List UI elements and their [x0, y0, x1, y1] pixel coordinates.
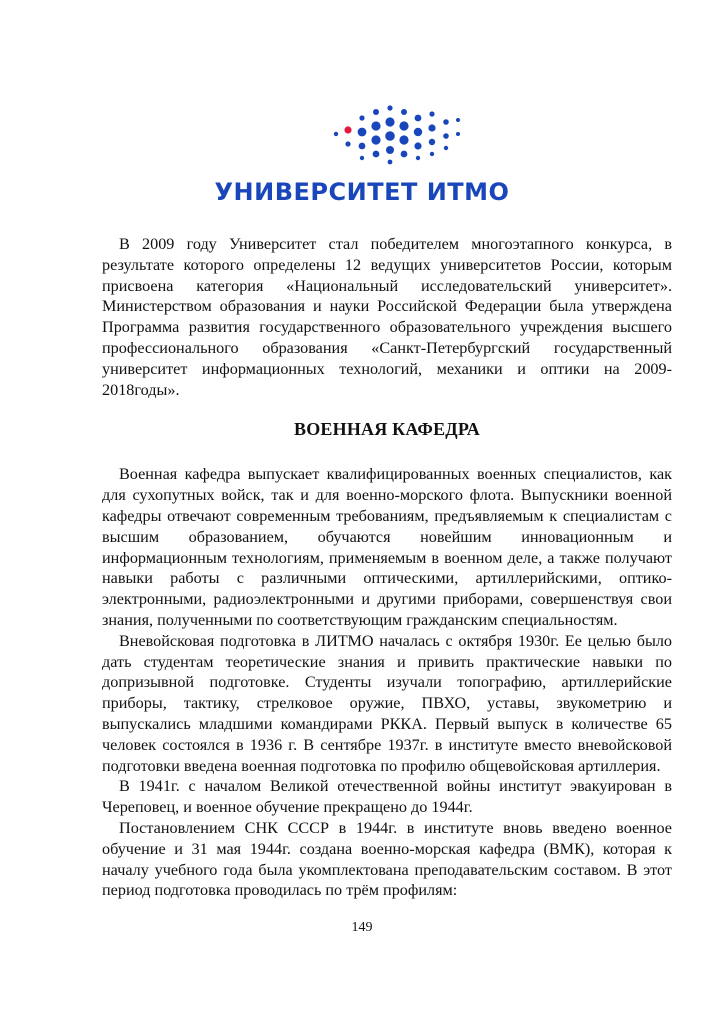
- paragraph: В 1941г. с началом Великой отечественной войны институт эвакуирован в Череповец, и военное обучение прекращено до 1944г.: [102, 777, 672, 817]
- logo-dot: [385, 117, 394, 126]
- logo-dot: [456, 118, 460, 122]
- logo-dot: [443, 119, 449, 125]
- logo-dot: [386, 146, 394, 154]
- logo-dot: [359, 143, 366, 150]
- logo-dot: [443, 133, 449, 139]
- logo-dot: [415, 115, 422, 122]
- page-number: 149: [351, 920, 373, 935]
- logo-dot: [334, 132, 338, 136]
- logo-dot: [371, 121, 380, 130]
- logo-dot: [414, 128, 422, 136]
- logo-dot: [385, 131, 395, 141]
- logo-dot: [373, 109, 379, 115]
- paragraph: Вневойсковая подготовка в ЛИТМО началась с октября 1930г. Ее целью было дать студентам теоретические знания и привить практические навыки по допризывной подготовке. Студенты изучали топографию, артиллерийские приборы, тактику, стрелковое оружие, ПВХО, уставы, звукометрию и выпускались младшими командирами РККА. Первый выпуск в количестве 65 человек состоялся в 1936 г. В сентябре 1937г. в институте вместо вневойсковой подготовки введена военная подготовка по профилю общевойсковая артиллерия.: [102, 631, 672, 775]
- section-title: ВОЕННАЯ КАФЕДРА: [294, 419, 480, 440]
- logo-dot: [360, 156, 364, 160]
- logo-dot: [371, 135, 380, 144]
- logo-dot: [373, 151, 380, 158]
- paragraph: Военная кафедра выпускает квалифицированных военных специалистов, как для сухопутных войск, так и для военно-морского флота. Выпускники военной кафедры отвечают современным требованиям, предъявляемым к специалистам с высшим образованием, обучаются новейшим инновационным и информационным технологиям, применяемым в военном деле, а также получают навыки работы с различными оптическими, артиллерийскими, оптико-электронными, радиоэлектронными и другими приборами, совершенствуя свои знания, полученными по соответствующим гражданским специальностям.: [102, 465, 672, 629]
- paragraph: Постановлением СНК СССР в 1944г. в институте вновь введено военное обучение и 31 мая 1944г. создана военно-морская кафедра (ВМК), которая к началу учебного года была укомплектована преподавательским составом. В этот период подготовка проводилась по трём профилям:: [102, 818, 672, 900]
- paragraph-intro: В 2009 году Университет стал победителем многоэтапного конкурса, в результате которого определены 12 ведущих университетов России, которым присвоена категория «Национальный исследовательский университет». Министерством образования и науки Российской Федерации была утверждена Программа развития государственного образовательного учреждения высшего профессионального образования «Санкт-Петербургский государственный университет информационных технологий, механики и оптики на 2009-2018годы».: [102, 235, 672, 399]
- logo-dot: [444, 146, 448, 150]
- logo-accent-dot: [344, 126, 351, 133]
- logo-dot: [387, 105, 392, 110]
- logo-dot: [414, 142, 421, 149]
- logo-dot: [429, 111, 434, 116]
- itmo-logo-dots-icon: [330, 100, 470, 170]
- logo-dot: [401, 151, 408, 158]
- logo-dot: [388, 160, 393, 165]
- logo-dot: [399, 121, 408, 130]
- logo-dot: [401, 109, 407, 115]
- logo-dot: [429, 139, 435, 145]
- document-body: [102, 234, 672, 901]
- logo-dot: [358, 128, 367, 137]
- logo-text: УНИВЕРСИТЕТ ИТМО: [214, 178, 510, 206]
- logo-dot: [428, 124, 435, 131]
- logo-dot: [345, 141, 350, 146]
- logo-dot: [430, 152, 434, 156]
- logo-dot: [359, 115, 364, 120]
- logo-dot: [456, 132, 460, 136]
- logo-dot: [416, 156, 420, 160]
- logo-dot: [399, 135, 408, 144]
